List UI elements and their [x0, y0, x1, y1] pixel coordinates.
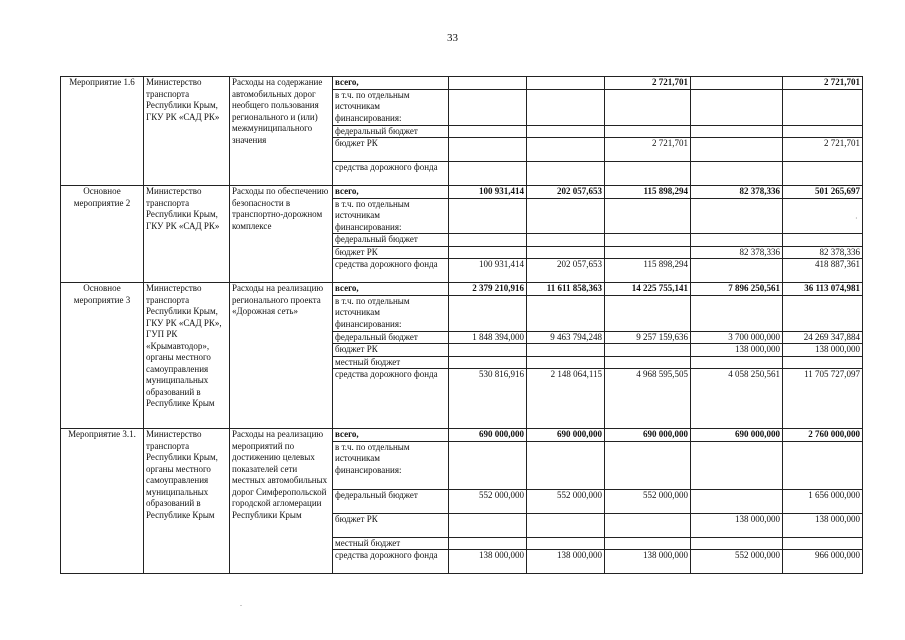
amount-cell	[691, 537, 783, 550]
amount-cell: 2 721,701	[605, 138, 691, 162]
amount-cell	[449, 356, 527, 369]
amount-cell	[605, 537, 691, 550]
amount-cell	[449, 537, 527, 550]
page-number: 33	[447, 32, 458, 44]
amount-cell: 4 058 250,561	[691, 369, 783, 429]
amount-cell: 552 000,000	[605, 489, 691, 513]
amount-cell	[527, 513, 605, 537]
funding-source-cell: в т.ч. по отдельным источникам финансирования:	[333, 89, 449, 125]
amount-cell: 552 000,000	[691, 550, 783, 574]
amount-cell	[449, 89, 527, 125]
event-name-cell: Мероприятие 1.6	[61, 77, 144, 186]
amount-cell: 9 463 794,248	[527, 331, 605, 344]
funding-source-cell: средства дорожного фонда	[333, 550, 449, 574]
funding-source-cell: федеральный бюджет	[333, 331, 449, 344]
amount-cell	[691, 162, 783, 186]
amount-cell: 100 931,414	[449, 259, 527, 283]
funding-source-cell: средства дорожного фонда	[333, 162, 449, 186]
description-cell: Расходы по обеспечению безопасности в транспортно-дорожном комплексе	[230, 186, 333, 283]
amount-cell	[691, 198, 783, 234]
amount-cell	[605, 344, 691, 357]
amount-cell	[449, 513, 527, 537]
amount-cell	[605, 198, 691, 234]
funding-source-cell: всего,	[333, 283, 449, 296]
amount-cell: 2 148 064,115	[527, 369, 605, 429]
amount-cell	[527, 77, 605, 90]
amount-cell	[527, 246, 605, 259]
funding-source-cell: бюджет РК	[333, 246, 449, 259]
amount-cell	[783, 356, 863, 369]
amount-cell	[449, 198, 527, 234]
amount-cell	[449, 295, 527, 331]
amount-cell	[527, 441, 605, 489]
amount-cell: 2 721,701	[783, 138, 863, 162]
executor-cell: Министерство транспорта Республики Крым, органы местного самоуправления муниципальных образований в Республике Крым	[144, 429, 230, 574]
amount-cell	[449, 162, 527, 186]
funding-source-cell: местный бюджет	[333, 356, 449, 369]
amount-cell	[783, 441, 863, 489]
amount-cell	[691, 89, 783, 125]
funding-source-cell: всего,	[333, 77, 449, 90]
amount-cell	[449, 441, 527, 489]
amount-cell	[783, 89, 863, 125]
funding-source-cell: в т.ч. по отдельным источникам финансирования:	[333, 295, 449, 331]
description-cell: Расходы на содержание автомобильных дорог необщего пользования регионального и (или) межмуниципального значения	[230, 77, 333, 186]
amount-cell: 9 257 159,636	[605, 331, 691, 344]
amount-cell	[691, 138, 783, 162]
amount-cell: 501 265,697	[783, 186, 863, 199]
amount-cell	[527, 537, 605, 550]
amount-cell	[527, 138, 605, 162]
amount-cell: 202 057,653	[527, 186, 605, 199]
amount-cell	[527, 295, 605, 331]
table-row	[61, 186, 863, 199]
funding-source-cell: бюджет РК	[333, 138, 449, 162]
funding-source-cell: федеральный бюджет	[333, 489, 449, 513]
amount-cell	[605, 295, 691, 331]
amount-cell	[527, 89, 605, 125]
funding-source-cell: средства дорожного фонда	[333, 369, 449, 429]
amount-cell	[605, 162, 691, 186]
amount-cell	[449, 138, 527, 162]
amount-cell: 530 816,916	[449, 369, 527, 429]
amount-cell: 2 379 210,916	[449, 283, 527, 296]
amount-cell: 82 378,336	[783, 246, 863, 259]
funding-source-cell: в т.ч. по отдельным источникам финансирования:	[333, 198, 449, 234]
amount-cell: 552 000,000	[449, 489, 527, 513]
amount-cell	[605, 246, 691, 259]
amount-cell	[691, 234, 783, 247]
amount-cell: 138 000,000	[783, 344, 863, 357]
funding-source-cell: федеральный бюджет	[333, 234, 449, 247]
budget-table	[60, 76, 863, 574]
funding-source-cell: в т.ч. по отдельным источникам финансирования:	[333, 441, 449, 489]
amount-cell: 138 000,000	[691, 344, 783, 357]
event-name-cell: Основное мероприятие 3	[61, 283, 144, 429]
amount-cell	[783, 162, 863, 186]
amount-cell	[527, 125, 605, 138]
funding-source-cell: всего,	[333, 429, 449, 442]
amount-cell: 1 656 000,000	[783, 489, 863, 513]
funding-source-cell: бюджет РК	[333, 344, 449, 357]
amount-cell	[527, 198, 605, 234]
amount-cell	[783, 234, 863, 247]
event-name-cell: Мероприятие 3.1.	[61, 429, 144, 574]
description-cell: Расходы на реализацию регионального проекта «Дорожная сеть»	[230, 283, 333, 429]
amount-cell: 4 968 595,505	[605, 369, 691, 429]
table-row	[61, 77, 863, 90]
amount-cell: 2 721,701	[783, 77, 863, 90]
amount-cell	[605, 125, 691, 138]
amount-cell	[449, 125, 527, 138]
table-row	[61, 429, 863, 442]
amount-cell: 138 000,000	[783, 513, 863, 537]
margin-speck: .	[240, 599, 242, 608]
amount-cell	[605, 234, 691, 247]
amount-cell	[783, 295, 863, 331]
amount-cell	[527, 344, 605, 357]
amount-cell: 115 898,294	[605, 259, 691, 283]
amount-cell: 690 000,000	[527, 429, 605, 442]
table-row	[61, 283, 863, 296]
amount-cell	[691, 125, 783, 138]
amount-cell	[449, 77, 527, 90]
amount-cell: 690 000,000	[691, 429, 783, 442]
amount-cell: 3 700 000,000	[691, 331, 783, 344]
funding-source-cell: средства дорожного фонда	[333, 259, 449, 283]
amount-cell: 11 611 858,363	[527, 283, 605, 296]
amount-cell: 7 896 250,561	[691, 283, 783, 296]
amount-cell	[691, 489, 783, 513]
amount-cell	[605, 356, 691, 369]
funding-source-cell: бюджет РК	[333, 513, 449, 537]
executor-cell: Министерство транспорта Республики Крым, ГКУ РК «САД РК»	[144, 77, 230, 186]
executor-cell: Министерство транспорта Республики Крым, ГКУ РК «САД РК»	[144, 186, 230, 283]
amount-cell	[783, 198, 863, 234]
description-cell: Расходы на реализацию мероприятий по достижению целевых показателей сети местных автомобильных дорог Симферопольской городской агломерации Республики Крым	[230, 429, 333, 574]
amount-cell: 690 000,000	[449, 429, 527, 442]
margin-speck: ·	[855, 214, 858, 223]
executor-cell: Министерство транспорта Республики Крым, ГКУ РК «САД РК», ГУП РК «Крымавтодор», органы местного самоуправления муниципальных образований в Республике Крым	[144, 283, 230, 429]
amount-cell: 2 721,701	[605, 77, 691, 90]
amount-cell: 11 705 727,097	[783, 369, 863, 429]
funding-source-cell: местный бюджет	[333, 537, 449, 550]
amount-cell: 24 269 347,884	[783, 331, 863, 344]
amount-cell	[605, 513, 691, 537]
amount-cell: 82 378,336	[691, 246, 783, 259]
amount-cell	[605, 89, 691, 125]
amount-cell	[691, 295, 783, 331]
amount-cell: 82 378,336	[691, 186, 783, 199]
funding-source-cell: всего,	[333, 186, 449, 199]
amount-cell	[527, 234, 605, 247]
amount-cell	[783, 125, 863, 138]
amount-cell: 115 898,294	[605, 186, 691, 199]
amount-cell	[449, 246, 527, 259]
amount-cell: 36 113 074,981	[783, 283, 863, 296]
amount-cell: 1 848 394,000	[449, 331, 527, 344]
amount-cell	[783, 537, 863, 550]
amount-cell	[449, 234, 527, 247]
amount-cell	[691, 356, 783, 369]
amount-cell	[691, 77, 783, 90]
amount-cell: 966 000,000	[783, 550, 863, 574]
event-name-cell: Основное мероприятие 2	[61, 186, 144, 283]
amount-cell: 138 000,000	[449, 550, 527, 574]
amount-cell	[691, 441, 783, 489]
amount-cell: 138 000,000	[527, 550, 605, 574]
funding-source-cell: федеральный бюджет	[333, 125, 449, 138]
amount-cell	[449, 344, 527, 357]
amount-cell: 14 225 755,141	[605, 283, 691, 296]
amount-cell: 100 931,414	[449, 186, 527, 199]
amount-cell	[605, 441, 691, 489]
amount-cell: 138 000,000	[691, 513, 783, 537]
amount-cell: 2 760 000,000	[783, 429, 863, 442]
amount-cell: 690 000,000	[605, 429, 691, 442]
amount-cell: 552 000,000	[527, 489, 605, 513]
amount-cell	[527, 356, 605, 369]
amount-cell: 202 057,653	[527, 259, 605, 283]
amount-cell: 138 000,000	[605, 550, 691, 574]
amount-cell: 418 887,361	[783, 259, 863, 283]
amount-cell	[691, 259, 783, 283]
amount-cell	[527, 162, 605, 186]
